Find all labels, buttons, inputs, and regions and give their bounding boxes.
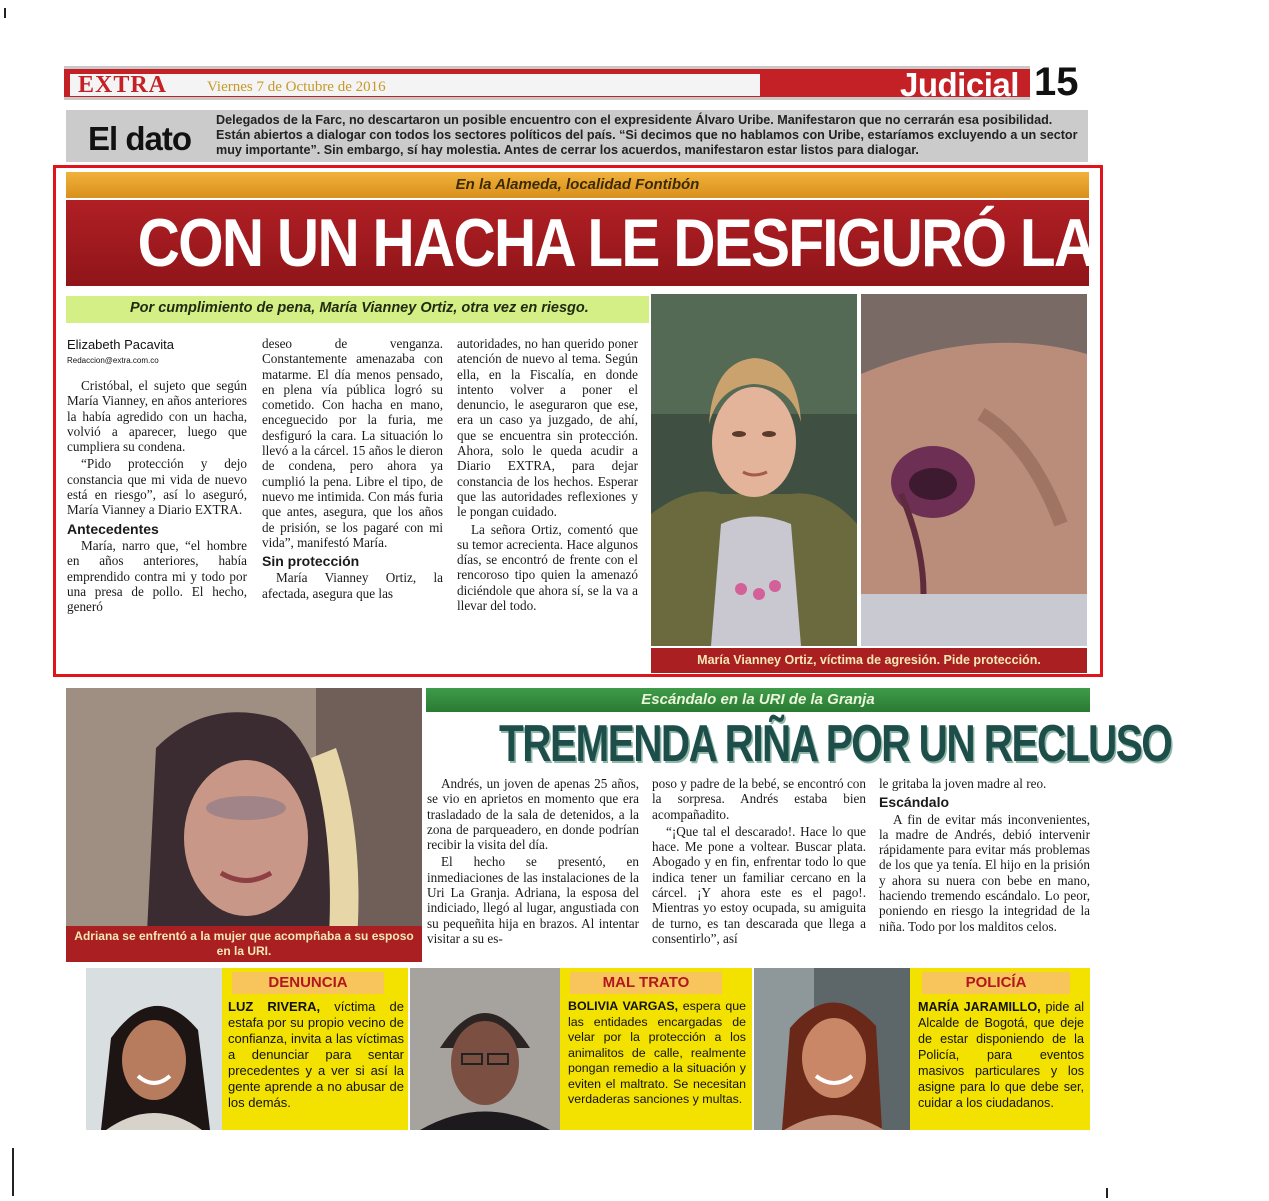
- issue-date: Viernes 7 de Octubre de 2016: [207, 79, 386, 95]
- main-headline: CON UN HACHA LE DESFIGURÓ LA CARA: [137, 205, 1269, 281]
- second-column-3: [879, 776, 1090, 961]
- brief-name: MARÍA JARAMILLO,: [918, 1000, 1041, 1014]
- brief-name: BOLIVIA VARGAS,: [568, 999, 679, 1013]
- paragraph: poso y padre de la bebé, se encontró con la sorpresa. Andrés estaba bien acompañadito.: [652, 776, 866, 822]
- brief-body: pide al Alcalde de Bogotá, que deje de estar disponiendo de la Policía, para eventos masivos particulares y los asigne para lo que debe ser, cuidar a los ciudadanos.: [918, 1000, 1084, 1110]
- brand-logo: EXTRA: [78, 72, 168, 98]
- brief-text: [568, 999, 746, 1108]
- adriana-caption-box: [66, 926, 422, 962]
- page-header: [64, 60, 1100, 104]
- paragraph: “¡Que tal el descarado!. Hace lo que hace. Me pone a voltear. Buscar plata. Abogado y en fin, enfrentar todo lo que indica tener un familiar cercano en la cárcel. ¡Y ahora este es el pago!. Mientras yo estoy ocupada, su amiguita de turno, es tan descarada que llega a consentirlo”, así: [652, 823, 866, 946]
- brief-name: LUZ RIVERA,: [228, 999, 321, 1014]
- page-number: 15: [1034, 60, 1079, 104]
- paragraph: María Vianney Ortiz, la afectada, asegura que las: [262, 570, 443, 601]
- paragraph: “Pido protección y dejo constancia que mi vida de nuevo está en riesgo”, así lo aseguró, María Vianney a Diario EXTRA.: [67, 456, 247, 518]
- second-column-2: [652, 776, 866, 961]
- paragraph: A fin de evitar más inconvenientes, la madre de Andrés, debió intervenir rápidamente para evitar más problemas de los que ya tenía. El hijo en la prisión y ahora su nuera con bebe en mano, haciendo tremendo escándalo. Lo peor, poniendo en riesgo la integridad de la niña. Todo por los malditos celos.: [879, 811, 1090, 934]
- main-column-1: [67, 378, 247, 663]
- main-kicker-ribbon: [66, 172, 1089, 198]
- crop-mark: [1106, 1188, 1108, 1198]
- brief-box-maltrato: [560, 968, 752, 1130]
- paragraph: El hecho se presentó, en inmediaciones de las instalaciones de la Uri La Granja. Adriana, la esposa del indiciado, llegó al lugar, angustiada con su pequeñita hija en brazos. Al intentar visitar a su es-: [427, 854, 639, 946]
- main-subheadline: Por cumplimiento de pena, María Vianney Ortiz, otra vez en riesgo.: [130, 300, 589, 316]
- second-kicker-ribbon: [426, 688, 1090, 712]
- second-kicker: Escándalo en la URI de la Granja: [641, 691, 875, 708]
- el-dato-box: [66, 110, 1088, 162]
- second-headline: TREMENDA RIÑA POR UN RECLUSO: [499, 715, 1172, 773]
- main-column-2: [262, 336, 443, 663]
- brief-tag: DENUNCIA: [232, 972, 384, 994]
- paragraph: le gritaba la joven madre al reo.: [879, 776, 1047, 791]
- paragraph: autoridades, no han querido poner atención de nuevo al tema. Según ella, en la Fiscalía, en donde intento volver a poner el denuncio, le aseguraron que ese, era un caso ya juzgado, de ahí, que se encuentra sin protección. Ahora, solo le queda acudir a Diario EXTRA, para dejar constancia de los hechos. Esperar que las autoridades reflexiones y le pongan cuidado.: [457, 336, 638, 520]
- el-dato-text: Delegados de la Farc, no descartaron un posible encuentro con el expresidente Álvaro Uribe. Manifestaron que no cerrarán esa posibilidad. Están abiertos a dialogar con todos los sectores políticos del país. “Si decimos que no hablamos con Uribe, estaríamos excluyendo a un sector muy importante”. Sin embargo, sí hay molestia. Antes de cerrar los acuerdos, manifestaron estar listos para dialogar.: [216, 113, 1078, 157]
- injury-closeup-photo: [861, 294, 1087, 646]
- paragraph: Andrés, un joven de apenas 25 años, se vio en aprietos en momento que era trasladado de la sala de detenidos, a la zona de parqueadero, en donde podrían recibir la visita del día.: [427, 776, 639, 853]
- main-column-3: [457, 336, 638, 663]
- paragraph: La señora Ortiz, comentó que su temor acrecienta. Hace algunos días, se encontró de frente con el rencoroso tipo quien la amenazó diciéndole que ahora sí, se la va a llevar del todo.: [457, 521, 638, 614]
- byline-email: Redaccion@extra.com.co: [67, 356, 159, 365]
- second-column-1: [427, 776, 639, 961]
- main-headline-band: [66, 200, 1269, 286]
- paragraph: María, narro que, “el hombre en años anteriores, había emprendido contra mi y todo por una presa de pollo. El hecho, generó: [67, 537, 247, 615]
- adriana-caption: Adriana se enfrentó a la mujer que acompñaba a su esposo en la URI.: [74, 929, 414, 958]
- paragraph: deseo de venganza. Constantemente amenazaba con matarme. El día menos pensado, en plena vía pública logró su cometido. Con hacha en mano, enceguecido por la furia, me desfiguró la cara. La situación lo llevó a la cárcel. 15 años le dieron de condena, pero ahora ya cumplió la pena. Libre el tipo, de nuevo me intimida. Con más furia que antes, asegura, que los años de prisión, se los pagaré con mi vida”, manifestó María.: [262, 336, 443, 550]
- victim-portrait-photo: [651, 294, 857, 646]
- el-dato-label: El dato: [88, 120, 192, 157]
- brief-box-policia: [910, 968, 1090, 1130]
- subheading: Sin protección: [262, 553, 360, 570]
- luz-rivera-photo: [86, 968, 222, 1130]
- maria-jaramillo-photo: [754, 968, 910, 1130]
- brief-body: víctima de estafa por su propio vecino de confianza, invita a las víctimas a denunciar para sentar precedentes y a ver si así la gente aprende a no abusar de los demás.: [228, 999, 404, 1110]
- brief-tag: POLICÍA: [922, 972, 1070, 994]
- adriana-photo: [66, 688, 422, 953]
- brief-text: [228, 999, 404, 1111]
- byline: Elizabeth Pacavita: [67, 337, 174, 352]
- brief-text: [918, 999, 1084, 1111]
- main-photo-caption: María Vianney Ortiz, víctima de agresión. Pide protección.: [697, 653, 1041, 667]
- brief-box-denuncia: [222, 968, 408, 1130]
- brief-body: espera que las entidades encargadas de velar por la protección a los animalitos de calle, realmente pongan remedio a la situación y eviten el maltrato. Se necesitan verdaderas sanciones y multas.: [568, 999, 746, 1106]
- subheading: Escándalo: [879, 794, 950, 811]
- crop-mark: [12, 1148, 14, 1196]
- section-title: Judicial: [900, 66, 1019, 103]
- header-white-strip: [70, 74, 760, 96]
- main-photo-caption-bar: [651, 648, 1087, 673]
- bolivia-vargas-photo: [410, 968, 560, 1130]
- brief-tag: MAL TRATO: [570, 972, 722, 994]
- subheading: Antecedentes: [67, 520, 159, 537]
- main-subheadline-bar: [66, 296, 649, 323]
- paragraph: Cristóbal, el sujeto que según María Vianney, en años anteriores la había agredido con un hacha, volvió a aparecer, luego que cumpliera su condena.: [67, 378, 247, 455]
- crop-mark: [4, 8, 6, 18]
- main-kicker: En la Alameda, localidad Fontibón: [455, 176, 700, 193]
